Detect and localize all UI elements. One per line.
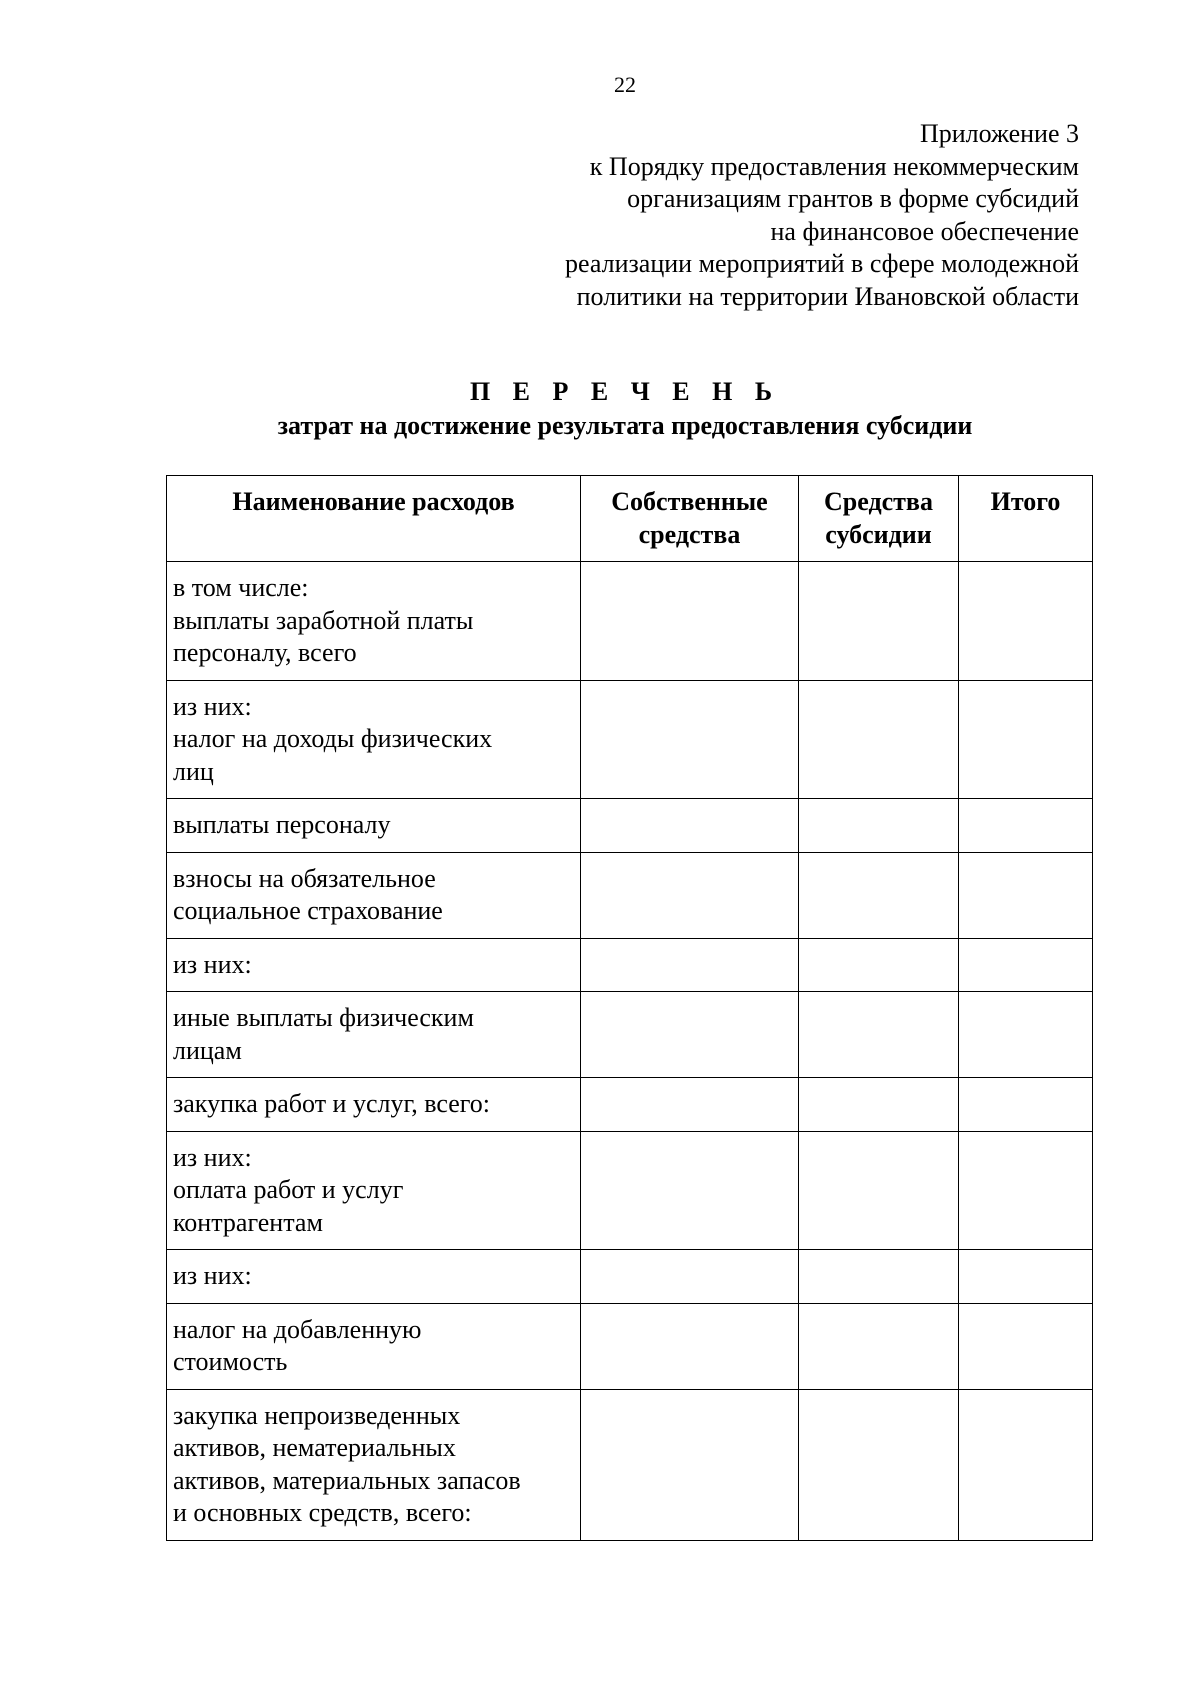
appendix-line: политики на территории Ивановской области	[576, 281, 1079, 311]
own-funds-cell	[581, 1131, 799, 1250]
expense-name-cell	[167, 938, 581, 992]
table-row	[167, 562, 1093, 681]
expense-name-cell	[167, 799, 581, 853]
total-cell	[959, 1078, 1093, 1132]
expense-name-line: активов, материальных запасов	[173, 1465, 521, 1495]
appendix-line: Приложение 3	[919, 119, 1079, 148]
subsidy-funds-cell	[799, 680, 959, 799]
expense-name-cell	[167, 852, 581, 938]
table-row	[167, 1303, 1093, 1389]
table-row	[167, 680, 1093, 799]
total-cell	[959, 992, 1093, 1078]
subsidy-funds-cell	[799, 938, 959, 992]
own-funds-cell	[581, 852, 799, 938]
subsidy-funds-cell	[799, 992, 959, 1078]
table-row	[167, 1250, 1093, 1304]
subsidy-funds-cell	[799, 1078, 959, 1132]
own-funds-cell	[581, 680, 799, 799]
expense-name-line: из них:	[173, 1142, 252, 1172]
header-total: Итого	[959, 476, 1093, 562]
expense-name-cell	[167, 1131, 581, 1250]
expense-name-cell	[167, 562, 581, 681]
expense-name-line: из них:	[173, 1261, 252, 1290]
subsidy-funds-cell	[799, 1250, 959, 1304]
subsidy-funds-cell	[799, 1303, 959, 1389]
appendix-line: на финансовое обеспечение	[770, 216, 1079, 246]
table-row	[167, 1078, 1093, 1132]
total-cell	[959, 1303, 1093, 1389]
total-cell	[959, 562, 1093, 681]
table-row	[167, 1131, 1093, 1250]
expense-name-line: выплаты заработной платы	[173, 605, 474, 635]
total-cell	[959, 1250, 1093, 1304]
header-own-funds: Собственные средства	[581, 476, 799, 562]
title-subtitle: затрат на достижение результата предоставления субсидии	[277, 411, 973, 440]
own-funds-cell	[581, 799, 799, 853]
expense-name-line: из них:	[173, 949, 252, 979]
expense-name-line: закупка работ и услуг, всего:	[173, 1089, 490, 1118]
title-main: П Е Р Е Ч Е Н Ь	[469, 377, 781, 406]
expense-name-cell	[167, 680, 581, 799]
expense-name-line: социальное страхование	[173, 896, 443, 925]
expense-name-line: выплаты персоналу	[173, 810, 391, 839]
subsidy-funds-cell	[799, 852, 959, 938]
expense-name-line: в том числе:	[173, 573, 309, 602]
appendix-line: к Порядку предоставления некоммерческим	[589, 151, 1079, 181]
own-funds-cell	[581, 992, 799, 1078]
own-funds-cell	[581, 938, 799, 992]
expense-name-line: и основных средств, всего:	[173, 1498, 472, 1527]
header-subsidy-funds: Средства субсидии	[799, 476, 959, 562]
total-cell	[959, 1389, 1093, 1540]
expense-name-line: лицам	[173, 1035, 242, 1065]
total-cell	[959, 938, 1093, 992]
subsidy-funds-cell	[799, 1131, 959, 1250]
expense-name-line: взносы на обязательное	[173, 863, 436, 893]
own-funds-cell	[581, 1303, 799, 1389]
expense-name-line: лиц	[173, 756, 214, 786]
own-funds-cell	[581, 1389, 799, 1540]
page-number: 22	[614, 72, 636, 97]
appendix-header	[479, 118, 1079, 313]
expense-name-line: налог на доходы физических	[173, 724, 493, 753]
table-body	[167, 562, 1093, 1541]
costs-table	[166, 475, 1093, 1541]
table-row	[167, 992, 1093, 1078]
total-cell	[959, 852, 1093, 938]
table-row	[167, 799, 1093, 853]
table-row	[167, 852, 1093, 938]
total-cell	[959, 1131, 1093, 1250]
appendix-line: организациям грантов в форме субсидий	[627, 184, 1079, 213]
expense-name-line: иные выплаты физическим	[173, 1003, 474, 1032]
table-header-row	[167, 476, 1093, 562]
expense-name-line: стоимость	[173, 1347, 288, 1376]
expense-name-line: оплата работ и услуг	[173, 1175, 404, 1204]
subsidy-funds-cell	[799, 1389, 959, 1540]
expense-name-line: активов, нематериальных	[173, 1433, 456, 1462]
own-funds-cell	[581, 1078, 799, 1132]
own-funds-cell	[581, 1250, 799, 1304]
table-row	[167, 938, 1093, 992]
expense-name-line: закупка непроизведенных	[173, 1400, 461, 1430]
header-name: Наименование расходов	[167, 476, 581, 562]
appendix-line: реализации мероприятий в сфере молодежной	[565, 249, 1079, 278]
expense-name-line: контрагентам	[173, 1207, 323, 1237]
expense-name-line: налог на добавленную	[173, 1314, 422, 1344]
subsidy-funds-cell	[799, 799, 959, 853]
expense-name-cell	[167, 1078, 581, 1132]
total-cell	[959, 799, 1093, 853]
total-cell	[959, 680, 1093, 799]
expense-name-cell	[167, 992, 581, 1078]
expense-name-cell	[167, 1389, 581, 1540]
document-title	[0, 375, 1200, 443]
expense-name-line: из них:	[173, 691, 252, 721]
expense-name-cell	[167, 1250, 581, 1304]
own-funds-cell	[581, 562, 799, 681]
expense-name-cell	[167, 1303, 581, 1389]
expense-name-line: персоналу, всего	[173, 638, 357, 667]
subsidy-funds-cell	[799, 562, 959, 681]
table-row	[167, 1389, 1093, 1540]
